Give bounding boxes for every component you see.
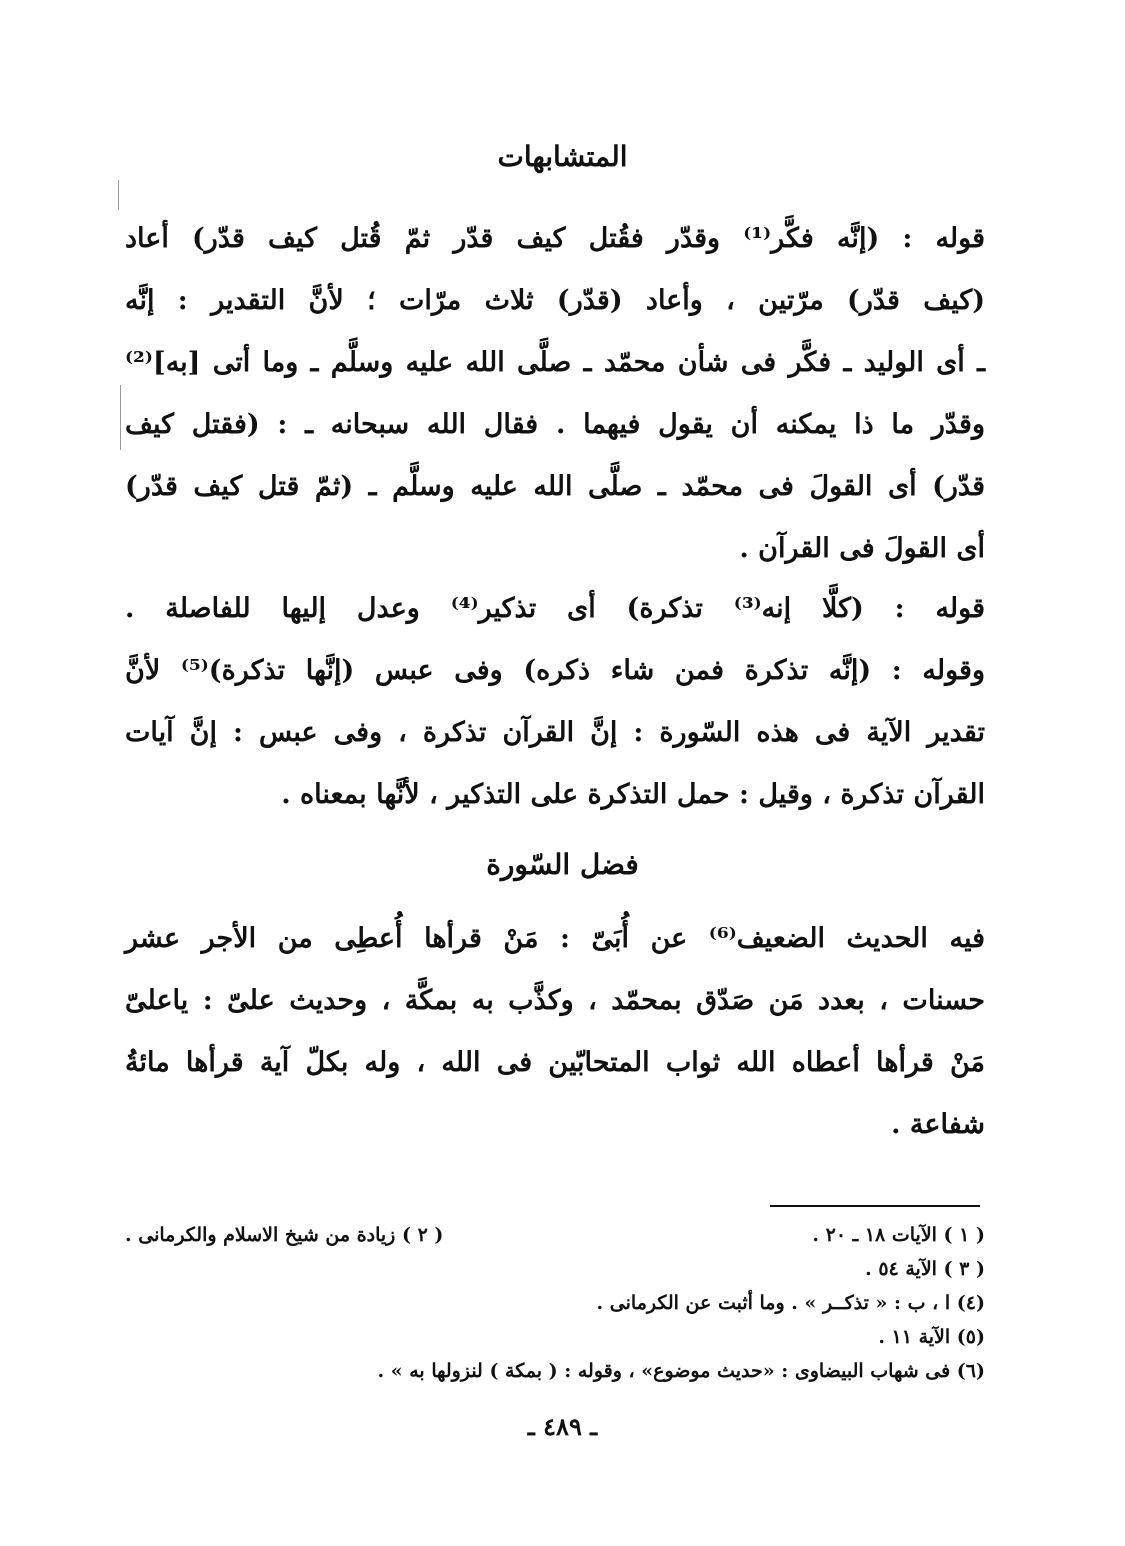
footnote-row <box>125 1354 985 1388</box>
text-line: قدّر) أى القولَ فى محمّد ـ صلَّى الله عليه وسلَّم ـ (ثمّ قتل كيف قدّر) <box>125 471 985 502</box>
footnote-1: ( ١ ) الآيات ١٨ ـ ٢٠ . <box>812 1224 985 1246</box>
footnote-row <box>125 1252 985 1286</box>
footnote-row <box>125 1286 985 1320</box>
text-line: حسنات ، بعدد مَن صَدّق بمحمّد ، وكذَّب به بمكَّة ، وحديث علىّ : ياعلىّ <box>125 985 985 1016</box>
text-line: (كيف قدّر) مرّتين ، وأعاد (قدّر) ثلاث مرّات ؛ لأنَّ التقدير : إنَّه <box>125 285 985 316</box>
text-line: شفاعة . <box>891 1109 985 1140</box>
footnote-5: (٥) الآية ١١ . <box>878 1326 985 1348</box>
text-line: تقدير الآية فى هذه السّورة : إنَّ القرآن تذكرة ، وفى عبس : إنَّ آيات <box>125 717 985 748</box>
text-line: أى القولَ فى القرآن . <box>739 533 985 564</box>
footnotes <box>125 1218 985 1388</box>
footnote-6: (٦) فى شهاب البيضاوى : «حديث موضوع» ، وقوله : ( بمكة ) لنزولها به » . <box>377 1360 985 1382</box>
footnote-4: (٤) ا ، ب : « تذكــر » . وما أثبت عن الكرمانى . <box>596 1292 985 1314</box>
paragraph-verses-commentary <box>125 208 985 580</box>
footnote-divider <box>770 1205 980 1207</box>
section-title: فضل السّورة <box>486 848 639 881</box>
text-line: وقوله : (إنَّه تذكرة فمن شاء ذكره) وفى عبس (إنَّها تذكرة)⁽⁵⁾ لأنَّ <box>125 655 985 686</box>
page-number: ـ ٤٨٩ ـ <box>527 1412 598 1441</box>
text-line: مَنْ قرأها أعطاه الله ثواب المتحابّين فى الله ، وله بكلّ آية قرأها مائةُ <box>125 1047 985 1078</box>
text-line: ـ أى الوليد ـ فكَّر فى شأن محمّد ـ صلَّى الله عليه وسلَّم ـ وما أتى [به]⁽²⁾ <box>125 347 985 378</box>
footnote-row <box>125 1320 985 1354</box>
footnote-3: ( ٣ ) الآية ٥٤ . <box>865 1258 985 1280</box>
text-line: القرآن تذكرة ، وقيل : حمل التذكرة على التذكير ، لأنَّها بمعناه . <box>281 779 985 810</box>
text-line: قوله : (إنَّه فكَّر⁽¹⁾ وقدّر فقُتل كيف قدّر ثمّ قُتل كيف قدّر) أعاد <box>125 223 986 254</box>
footnote-row <box>125 1218 985 1252</box>
footnote-2: ( ٢ ) زيادة من شيخ الاسلام والكرمانى . <box>125 1224 444 1246</box>
text-line: وقدّر ما ذا يمكنه أن يقول فيهما . فقال الله سبحانه ـ : (فقتل كيف <box>125 409 985 440</box>
paragraph-tadhkira <box>125 578 985 826</box>
text-line: فيه الحديث الضعيف⁽⁶⁾ عن أُبَىّ : مَنْ قرأها أُعطِى من الأجر عشر <box>125 923 985 954</box>
text-line: قوله : (كلَّا إنه⁽³⁾ تذكرة) أى تذكير⁽⁴⁾ وعدل إليها للفاصلة . <box>125 593 986 624</box>
paragraph-virtue <box>125 908 985 1156</box>
running-header: المتشابهات <box>497 140 628 173</box>
margin-mark <box>118 180 119 210</box>
margin-mark <box>120 385 121 450</box>
